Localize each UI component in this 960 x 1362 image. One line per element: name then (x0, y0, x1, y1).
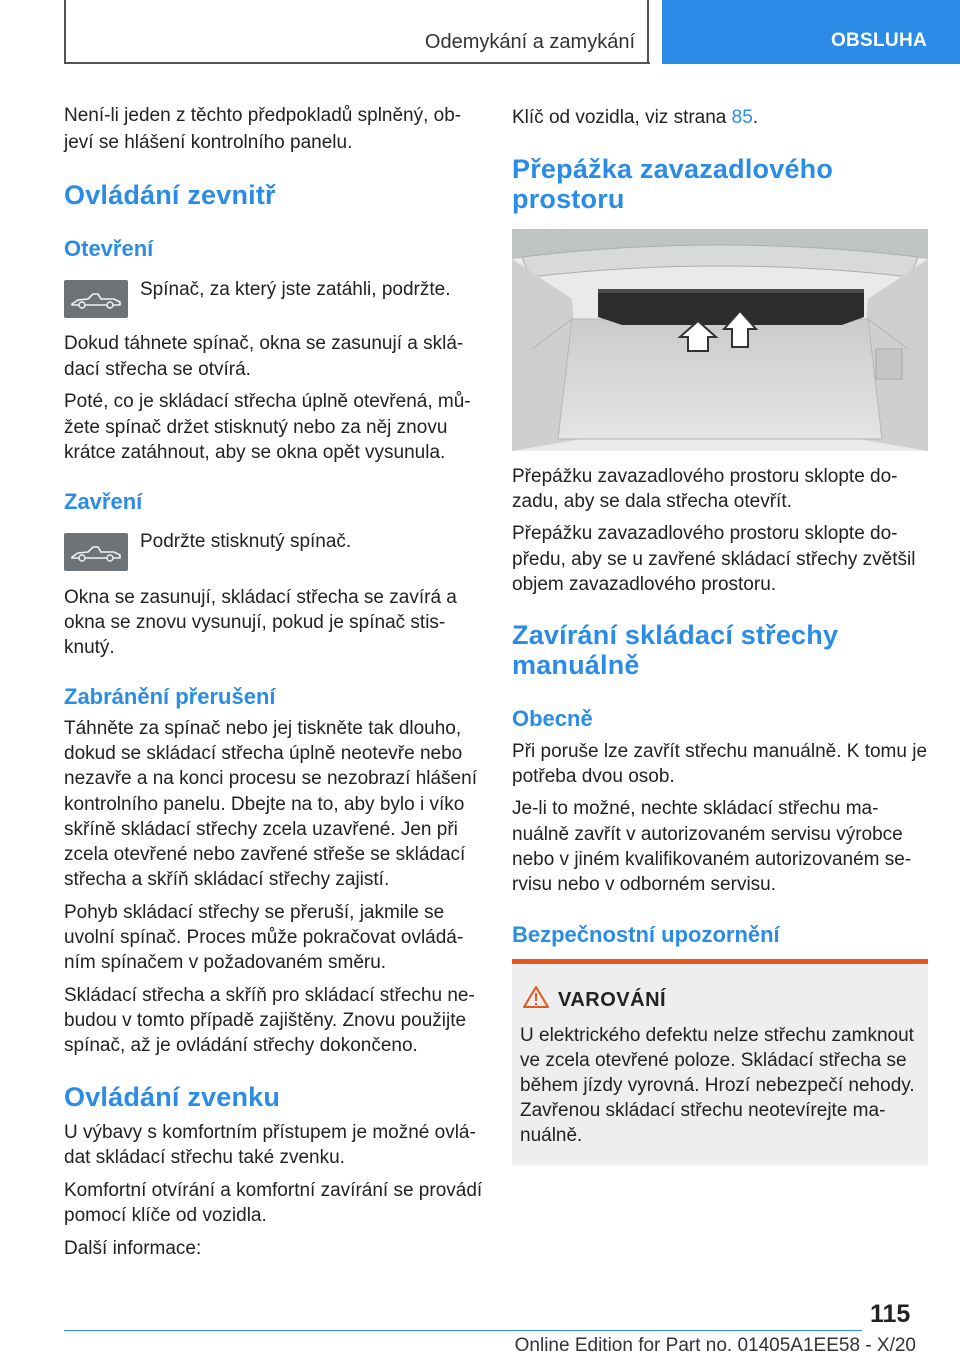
general-p2-line-2: nuálně zavřít v autorizovaném servisu výrobce (512, 824, 903, 845)
header-section-label: Odemykání a zamykání (424, 31, 635, 53)
intro-line-2: jeví se hlášení kontrolního panelu. (64, 132, 353, 153)
prevent-p1-line-1: Táhněte za spínač nebo jej tiskněte tak dlouho, (64, 718, 462, 739)
heading-open: Otevření (64, 236, 154, 261)
partition-p2-line-3: objem zavazadlového prostoru. (512, 574, 777, 595)
key-reference-text: Klíč od vozidla, viz strana (512, 107, 732, 128)
prevent-p2-line-3: ním spínačem v požadovaném směru. (64, 952, 387, 973)
heading-partition-line-1: Přepážka zavazadlového (512, 154, 834, 184)
page-number: 115 (870, 1300, 911, 1328)
open-p2-line-3: krátce zatáhnout, aby se okna opět vysunula. (64, 442, 446, 463)
outside-p1-line-2: dat skládací střechu také zvenku. (64, 1147, 345, 1168)
close-p1-line-2: okna se znovu vysunují, pokud je spínač stis- (64, 612, 446, 633)
header-section-title (64, 0, 649, 64)
prevent-p3-line-2: budou v tomto případě zajištěny. Znovu použijte (64, 1010, 467, 1031)
heading-manual-close-line-2: manuálně (512, 650, 640, 680)
open-p2-line-2: žete spínač držet stisknutý nebo za něj znovu (64, 417, 448, 438)
open-p1-line-2: dací střecha se otvírá. (64, 359, 251, 380)
header-divider-bottom (64, 62, 650, 64)
key-reference-end: . (752, 107, 759, 128)
warning-line-2: ve zcela otevřené poloze. Skládací střecha se (520, 1050, 907, 1071)
heading-outside-control: Ovládání zvenku (64, 1082, 281, 1112)
intro-line-1: Není-li jeden z těchto předpokladů splněný, ob- (64, 105, 462, 126)
prevent-p2-line-1: Pohyb skládací střechy se přeruší, jakmile se (64, 902, 445, 923)
outside-p2-line-1: Komfortní otvírání a komfortní zavírání se provádí (64, 1180, 483, 1201)
heading-inside-control: Ovládání zevnitř (64, 180, 276, 210)
key-page-link[interactable]: 85 (731, 107, 753, 128)
prevent-p1-line-7: střecha a skříň skládací střechy zajistí. (64, 869, 390, 890)
warning-title: VAROVÁNÍ (558, 989, 667, 1011)
close-instruction: Podržte stisknutý spínač. (140, 531, 352, 552)
open-p2-line-1: Poté, co je skládací střecha úplně otevřená, mů- (64, 391, 471, 412)
general-p2-line-3: nebo v jiném kvalifikovaném autorizovaném se- (512, 849, 912, 870)
open-instruction: Spínač, za který jste zatáhli, podržte. (140, 279, 451, 300)
prevent-p3-line-1: Skládací střecha a skříň pro skládací střechu ne- (64, 985, 475, 1006)
prevent-p1-line-6: zcela otevřené nebo zavřené střeše se skládací (64, 844, 466, 865)
general-p1-line-1: Při poruše lze zavřít střechu manuálně. K tomu je (512, 741, 928, 762)
heading-partition-line-2: prostoru (512, 184, 625, 214)
warning-triangle-icon (522, 985, 550, 1009)
close-p1-line-1: Okna se zasunují, skládací střecha se zavírá a (64, 587, 457, 608)
heading-prevent-interrupt: Zabránění přerušení (64, 684, 276, 709)
header-tab (662, 0, 960, 64)
warning-line-4: Zavřenou skládací střechu neotevírejte ma- (520, 1100, 886, 1121)
open-p1-line-1: Dokud táhnete spínač, okna se zasunují a sklá- (64, 333, 464, 354)
partition-p1-line-2: zadu, aby se dala střecha otevřít. (512, 491, 792, 512)
heading-close: Zavření (64, 489, 143, 514)
convertible-roof-icon (64, 533, 128, 571)
prevent-p1-line-4: kontrolního panelu. Dbejte na to, aby bylo i víko (64, 794, 465, 815)
heading-safety: Bezpečnostní upozornění (512, 922, 780, 947)
key-reference (512, 105, 758, 130)
general-p2-line-4: rvisu nebo v odborném servisu. (512, 874, 777, 895)
prevent-p1-line-3: nezavře a na konci procesu se nezobrazí hlášení (64, 768, 477, 789)
prevent-p3-line-3: spínač, až je ovládání střechy dokončeno. (64, 1035, 418, 1056)
prevent-p2-line-2: uvolní spínač. Proces může pokračovat ovládá- (64, 927, 464, 948)
header-tab-label: OBSLUHA (830, 30, 927, 51)
partition-p2-line-2: předu, aby se u zavřené skládací střechy zvětšil (512, 549, 916, 570)
outside-p2-line-2: pomocí klíče od vozidla. (64, 1205, 267, 1226)
general-p2-line-1: Je-li to možné, nechte skládací střechu ma- (512, 798, 879, 819)
warning-line-5: nuálně. (520, 1125, 583, 1146)
close-p1-line-3: knutý. (64, 637, 115, 658)
footer-edition: Online Edition for Part no. 01405A1EE58 - X/20 (514, 1335, 916, 1356)
warning-line-1: U elektrického defektu nelze střechu zamknout (520, 1025, 914, 1046)
heading-manual-close-line-1: Zavírání skládací střechy (512, 620, 839, 650)
warning-line-3: během jízdy vyrovná. Hrozí nebezpečí nehody. (520, 1075, 915, 1096)
footer-divider (64, 1330, 862, 1331)
partition-p1-line-1: Přepážku zavazadlového prostoru sklopte do- (512, 466, 898, 487)
prevent-p1-line-5: skříně skládací střechy zcela uzavřené. Jen při (64, 819, 458, 840)
partition-p2-line-1: Přepážku zavazadlového prostoru sklopte do- (512, 523, 898, 544)
outside-more-info: Další informace: (64, 1238, 202, 1259)
prevent-p1-line-2: dokud se skládací střecha úplně neotevře nebo (64, 743, 463, 764)
warning-box (512, 959, 928, 1165)
heading-general: Obecně (512, 706, 593, 731)
outside-p1-line-1: U výbavy s komfortním přístupem je možné ovlá- (64, 1122, 476, 1143)
trunk-partition-photo (512, 229, 928, 451)
convertible-roof-icon (64, 280, 128, 318)
general-p1-line-2: potřeba dvou osob. (512, 766, 675, 787)
